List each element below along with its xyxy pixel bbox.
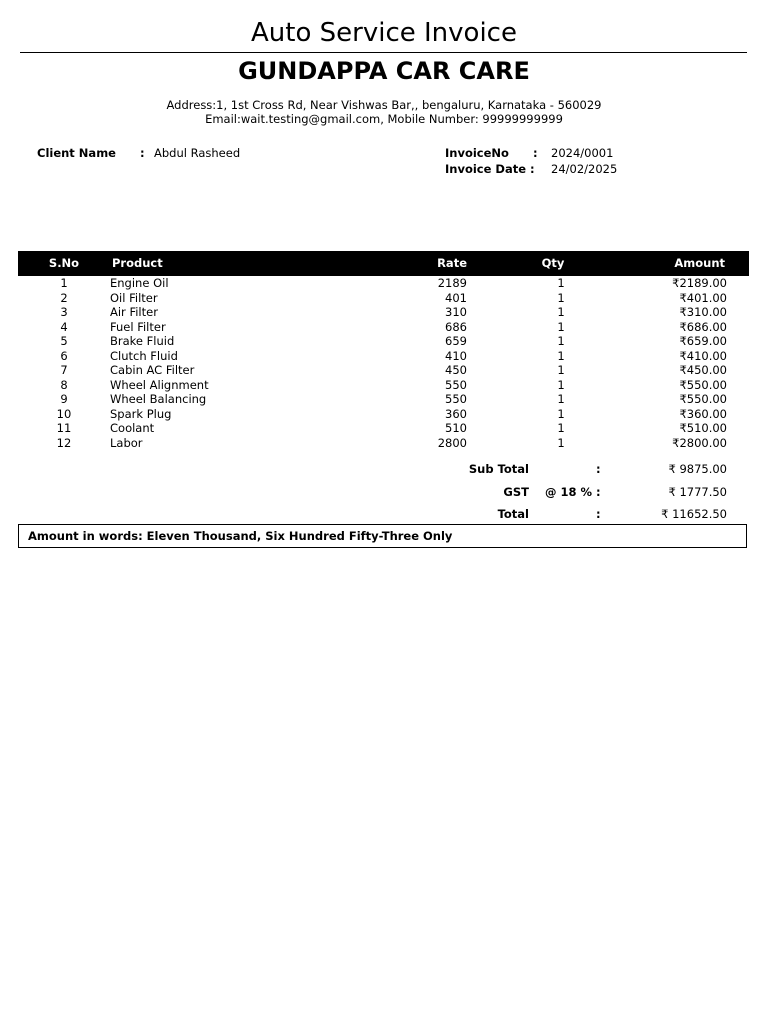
shop-name: GUNDAPPA CAR CARE bbox=[238, 57, 530, 85]
row-product: Labor bbox=[110, 435, 143, 450]
row-rate: 2189 bbox=[437, 276, 467, 290]
row-amount: ₹310.00 bbox=[679, 305, 727, 319]
subtotal-separator: : bbox=[596, 462, 601, 476]
client-name-label: Client Name bbox=[37, 146, 116, 160]
row-sno: 12 bbox=[56, 435, 72, 450]
invoice-date-value: 24/02/2025 bbox=[551, 162, 618, 176]
row-rate: 410 bbox=[445, 348, 467, 363]
amount-in-words: Amount in words: Eleven Thousand, Six Hundred Fifty-Three Only bbox=[18, 524, 747, 548]
row-product: Brake Fluid bbox=[110, 334, 175, 348]
row-amount: ₹410.00 bbox=[679, 348, 727, 363]
row-product: Cabin AC Filter bbox=[110, 363, 195, 377]
invoice-no-value: 2024/0001 bbox=[551, 146, 614, 160]
row-rate: 2800 bbox=[437, 435, 467, 450]
row-rate: 310 bbox=[445, 305, 467, 319]
row-product: Spark Plug bbox=[110, 406, 172, 421]
title-divider bbox=[20, 52, 747, 53]
row-sno: 11 bbox=[56, 421, 72, 435]
row-product: Coolant bbox=[110, 421, 155, 435]
row-sno: 1 bbox=[60, 276, 68, 290]
invoice-no-separator: : bbox=[533, 146, 538, 160]
row-sno: 5 bbox=[60, 334, 68, 348]
total-value: ₹ 11652.50 bbox=[661, 507, 727, 521]
table-row bbox=[0, 320, 768, 335]
row-sno: 2 bbox=[60, 290, 68, 305]
table-row bbox=[0, 436, 768, 451]
row-qty: 1 bbox=[557, 290, 565, 305]
row-qty: 1 bbox=[557, 421, 565, 435]
table-row bbox=[0, 407, 768, 422]
row-amount: ₹2189.00 bbox=[672, 276, 727, 290]
row-amount: ₹550.00 bbox=[679, 392, 727, 406]
table-row bbox=[0, 276, 768, 291]
row-amount: ₹2800.00 bbox=[672, 435, 727, 450]
row-amount: ₹686.00 bbox=[679, 319, 727, 334]
table-row bbox=[0, 305, 768, 320]
row-rate: 550 bbox=[445, 392, 467, 406]
row-qty: 1 bbox=[557, 348, 565, 363]
row-amount: ₹659.00 bbox=[679, 334, 727, 348]
gst-value: ₹ 1777.50 bbox=[668, 485, 727, 499]
row-qty: 1 bbox=[557, 435, 565, 450]
header-rate: Rate bbox=[437, 256, 467, 270]
row-amount: ₹450.00 bbox=[679, 363, 727, 377]
row-amount: ₹510.00 bbox=[679, 421, 727, 435]
row-qty: 1 bbox=[557, 392, 565, 406]
row-product: Wheel Alignment bbox=[110, 377, 209, 392]
table-row bbox=[0, 349, 768, 364]
subtotal-value: ₹ 9875.00 bbox=[668, 462, 727, 476]
row-rate: 450 bbox=[445, 363, 467, 377]
row-sno: 6 bbox=[60, 348, 68, 363]
row-qty: 1 bbox=[557, 334, 565, 348]
row-qty: 1 bbox=[557, 406, 565, 421]
row-rate: 659 bbox=[445, 334, 467, 348]
row-sno: 7 bbox=[60, 363, 68, 377]
table-row bbox=[0, 392, 768, 407]
row-qty: 1 bbox=[557, 363, 565, 377]
row-sno: 9 bbox=[60, 392, 68, 406]
table-row bbox=[0, 334, 768, 349]
invoice-no-label: InvoiceNo bbox=[445, 146, 509, 160]
client-name-value: Abdul Rasheed bbox=[154, 146, 241, 160]
row-sno: 4 bbox=[60, 319, 68, 334]
row-sno: 3 bbox=[60, 305, 68, 319]
table-row bbox=[0, 378, 768, 393]
row-qty: 1 bbox=[557, 319, 565, 334]
shop-contact: Email:wait.testing@gmail.com, Mobile Number: 99999999999 bbox=[205, 112, 563, 126]
header-sno: S.No bbox=[48, 256, 80, 270]
row-sno: 8 bbox=[60, 377, 68, 392]
client-name-separator: : bbox=[140, 146, 145, 160]
table-row bbox=[0, 291, 768, 306]
row-product: Clutch Fluid bbox=[110, 348, 178, 363]
row-qty: 1 bbox=[557, 305, 565, 319]
row-product: Oil Filter bbox=[110, 290, 158, 305]
header-qty: Qty bbox=[541, 256, 565, 270]
row-sno: 10 bbox=[56, 406, 72, 421]
total-separator: : bbox=[596, 507, 601, 521]
row-qty: 1 bbox=[557, 377, 565, 392]
invoice-title: Auto Service Invoice bbox=[251, 18, 517, 48]
row-rate: 401 bbox=[445, 290, 467, 305]
header-product: Product bbox=[112, 256, 163, 270]
row-rate: 550 bbox=[445, 377, 467, 392]
row-rate: 510 bbox=[445, 421, 467, 435]
row-amount: ₹401.00 bbox=[679, 290, 727, 305]
subtotal-label: Sub Total bbox=[468, 462, 529, 476]
row-amount: ₹550.00 bbox=[679, 377, 727, 392]
table-row bbox=[0, 421, 768, 436]
gst-rate: @ 18 % : bbox=[545, 485, 601, 499]
items-table-header bbox=[18, 251, 749, 276]
row-product: Wheel Balancing bbox=[110, 392, 207, 406]
row-product: Fuel Filter bbox=[110, 319, 166, 334]
row-amount: ₹360.00 bbox=[679, 406, 727, 421]
shop-address: Address:1, 1st Cross Rd, Near Vishwas Bar,, bengaluru, Karnataka - 560029 bbox=[166, 98, 602, 112]
row-qty: 1 bbox=[557, 276, 565, 290]
header-amount: Amount bbox=[674, 256, 725, 270]
gst-label: GST bbox=[503, 485, 529, 499]
invoice-date-label: Invoice Date : bbox=[445, 162, 535, 176]
row-product: Engine Oil bbox=[110, 276, 169, 290]
row-rate: 360 bbox=[445, 406, 467, 421]
total-label: Total bbox=[497, 507, 529, 521]
table-row bbox=[0, 363, 768, 378]
row-product: Air Filter bbox=[110, 305, 158, 319]
row-rate: 686 bbox=[445, 319, 467, 334]
